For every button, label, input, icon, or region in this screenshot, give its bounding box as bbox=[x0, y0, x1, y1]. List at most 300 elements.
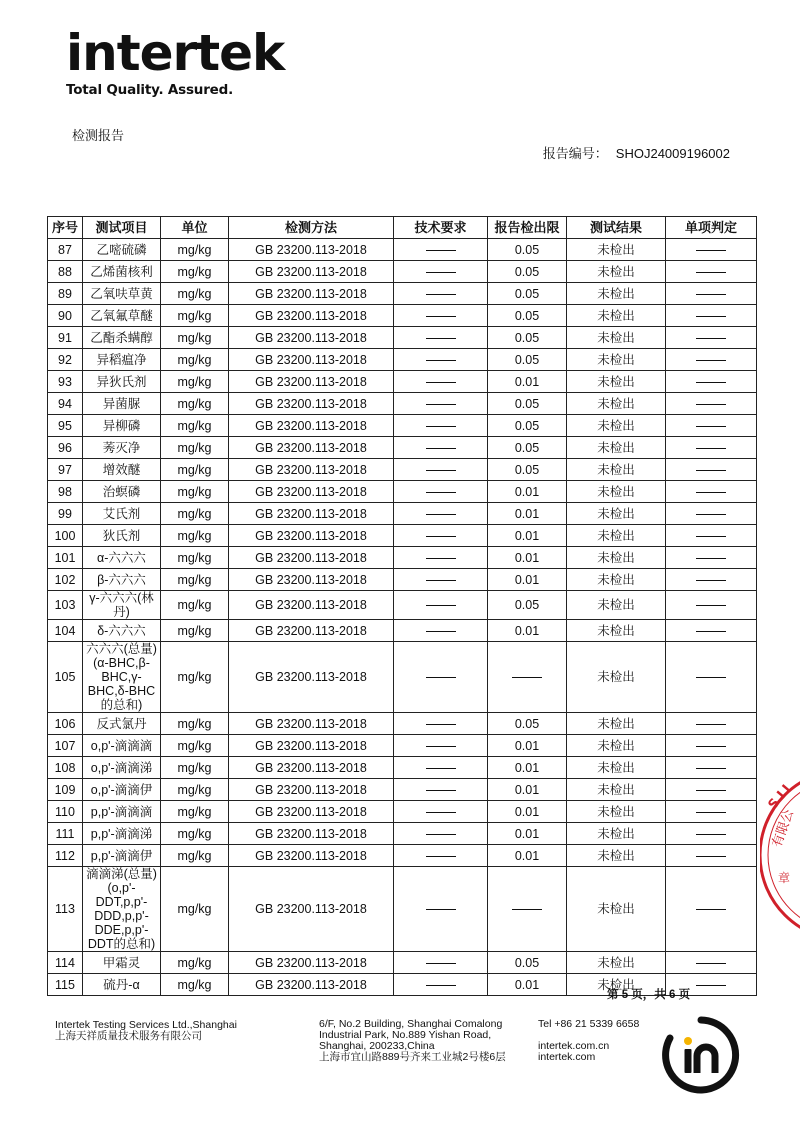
row-no: 96 bbox=[48, 437, 83, 459]
row-no: 107 bbox=[48, 735, 83, 757]
table-row bbox=[48, 867, 757, 952]
svg-text:S LI: S LI bbox=[765, 782, 795, 813]
row-judgement bbox=[666, 845, 757, 867]
row-method: GB 23200.113-2018 bbox=[229, 952, 394, 974]
row-judgement bbox=[666, 261, 757, 283]
row-requirement bbox=[394, 642, 488, 713]
table-row bbox=[48, 327, 757, 349]
row-unit: mg/kg bbox=[161, 757, 229, 779]
row-unit: mg/kg bbox=[161, 371, 229, 393]
row-no: 112 bbox=[48, 845, 83, 867]
header-cell-item: 测试项目 bbox=[83, 217, 161, 239]
row-limit: 0.05 bbox=[488, 713, 567, 735]
row-method: GB 23200.113-2018 bbox=[229, 239, 394, 261]
header-cell-no: 序号 bbox=[48, 217, 83, 239]
row-limit: 0.01 bbox=[488, 503, 567, 525]
table-row bbox=[48, 713, 757, 735]
row-limit: 0.01 bbox=[488, 569, 567, 591]
dash-mark bbox=[696, 272, 726, 273]
row-unit: mg/kg bbox=[161, 415, 229, 437]
brand-wordmark: intertek bbox=[66, 24, 285, 82]
row-limit: 0.01 bbox=[488, 845, 567, 867]
dash-mark bbox=[512, 677, 542, 678]
row-requirement bbox=[394, 867, 488, 952]
row-item: p,p'-滴滴伊 bbox=[83, 845, 161, 867]
row-unit: mg/kg bbox=[161, 974, 229, 996]
row-limit: 0.01 bbox=[488, 974, 567, 996]
table-row bbox=[48, 261, 757, 283]
dash-mark bbox=[426, 558, 456, 559]
row-result: 未检出 bbox=[567, 713, 666, 735]
row-requirement bbox=[394, 415, 488, 437]
table-row bbox=[48, 283, 757, 305]
row-requirement bbox=[394, 779, 488, 801]
row-method: GB 23200.113-2018 bbox=[229, 415, 394, 437]
row-result: 未检出 bbox=[567, 620, 666, 642]
row-judgement bbox=[666, 642, 757, 713]
footer-company bbox=[55, 1020, 237, 1042]
row-no: 90 bbox=[48, 305, 83, 327]
dash-mark bbox=[426, 316, 456, 317]
intertek-in-logo-icon bbox=[662, 1016, 740, 1099]
row-result: 未检出 bbox=[567, 591, 666, 620]
row-requirement bbox=[394, 481, 488, 503]
row-limit: 0.01 bbox=[488, 735, 567, 757]
row-limit: 0.05 bbox=[488, 327, 567, 349]
row-item: β-六六六 bbox=[83, 569, 161, 591]
row-limit: 0.05 bbox=[488, 415, 567, 437]
row-judgement bbox=[666, 591, 757, 620]
row-judgement bbox=[666, 349, 757, 371]
row-no: 101 bbox=[48, 547, 83, 569]
dash-mark bbox=[696, 294, 726, 295]
row-method: GB 23200.113-2018 bbox=[229, 823, 394, 845]
row-judgement bbox=[666, 801, 757, 823]
row-limit: 0.01 bbox=[488, 481, 567, 503]
row-limit: 0.05 bbox=[488, 459, 567, 481]
dash-mark bbox=[696, 250, 726, 251]
row-item: 狄氏剂 bbox=[83, 525, 161, 547]
table-row bbox=[48, 239, 757, 261]
dash-mark bbox=[426, 580, 456, 581]
row-limit bbox=[488, 642, 567, 713]
row-judgement bbox=[666, 283, 757, 305]
row-requirement bbox=[394, 952, 488, 974]
dash-mark bbox=[426, 382, 456, 383]
row-requirement bbox=[394, 437, 488, 459]
row-requirement bbox=[394, 371, 488, 393]
dash-mark bbox=[426, 250, 456, 251]
dash-mark bbox=[696, 631, 726, 632]
row-result: 未检出 bbox=[567, 525, 666, 547]
row-result: 未检出 bbox=[567, 757, 666, 779]
row-judgement bbox=[666, 757, 757, 779]
dash-mark bbox=[426, 909, 456, 910]
row-unit: mg/kg bbox=[161, 305, 229, 327]
row-item: 增效醚 bbox=[83, 459, 161, 481]
dash-mark bbox=[696, 985, 726, 986]
row-result: 未检出 bbox=[567, 349, 666, 371]
row-result: 未检出 bbox=[567, 801, 666, 823]
dash-mark bbox=[696, 812, 726, 813]
row-method: GB 23200.113-2018 bbox=[229, 261, 394, 283]
table-row bbox=[48, 503, 757, 525]
table-row bbox=[48, 349, 757, 371]
row-requirement bbox=[394, 327, 488, 349]
row-unit: mg/kg bbox=[161, 261, 229, 283]
row-unit: mg/kg bbox=[161, 327, 229, 349]
row-judgement bbox=[666, 415, 757, 437]
row-unit: mg/kg bbox=[161, 823, 229, 845]
table-row bbox=[48, 757, 757, 779]
table-header-row bbox=[48, 217, 757, 239]
dash-mark bbox=[426, 790, 456, 791]
row-item: 乙嘧硫磷 bbox=[83, 239, 161, 261]
row-item: 异稻瘟净 bbox=[83, 349, 161, 371]
row-method: GB 23200.113-2018 bbox=[229, 801, 394, 823]
dash-mark bbox=[696, 834, 726, 835]
row-unit: mg/kg bbox=[161, 547, 229, 569]
row-method: GB 23200.113-2018 bbox=[229, 620, 394, 642]
row-judgement bbox=[666, 393, 757, 415]
row-requirement bbox=[394, 305, 488, 327]
row-result: 未检出 bbox=[567, 735, 666, 757]
row-limit: 0.01 bbox=[488, 371, 567, 393]
row-no: 92 bbox=[48, 349, 83, 371]
table-row bbox=[48, 437, 757, 459]
row-item: p,p'-滴滴涕 bbox=[83, 823, 161, 845]
row-no: 104 bbox=[48, 620, 83, 642]
row-result: 未检出 bbox=[567, 437, 666, 459]
row-requirement bbox=[394, 591, 488, 620]
row-item: γ-六六六(林丹) bbox=[83, 591, 161, 620]
row-result: 未检出 bbox=[567, 547, 666, 569]
row-unit: mg/kg bbox=[161, 620, 229, 642]
row-item: 硫丹-α bbox=[83, 974, 161, 996]
row-result: 未检出 bbox=[567, 415, 666, 437]
row-no: 109 bbox=[48, 779, 83, 801]
dash-mark bbox=[426, 812, 456, 813]
row-method: GB 23200.113-2018 bbox=[229, 735, 394, 757]
row-no: 88 bbox=[48, 261, 83, 283]
svg-text:有限公: 有限公 bbox=[769, 807, 798, 850]
dash-mark bbox=[426, 631, 456, 632]
table-row bbox=[48, 525, 757, 547]
row-requirement bbox=[394, 503, 488, 525]
footer-company-en: Intertek Testing Services Ltd.,Shanghai bbox=[55, 1019, 237, 1031]
dash-mark bbox=[696, 514, 726, 515]
header-cell-method: 检测方法 bbox=[229, 217, 394, 239]
dash-mark bbox=[696, 426, 726, 427]
intertek-logo bbox=[66, 24, 284, 98]
row-no: 93 bbox=[48, 371, 83, 393]
row-unit: mg/kg bbox=[161, 393, 229, 415]
dash-mark bbox=[696, 963, 726, 964]
dash-mark bbox=[696, 580, 726, 581]
header-cell-requirement: 技术要求 bbox=[394, 217, 488, 239]
dash-mark bbox=[696, 677, 726, 678]
row-unit: mg/kg bbox=[161, 867, 229, 952]
row-judgement bbox=[666, 867, 757, 952]
row-item: α-六六六 bbox=[83, 547, 161, 569]
dash-mark bbox=[426, 404, 456, 405]
row-method: GB 23200.113-2018 bbox=[229, 481, 394, 503]
table-row bbox=[48, 735, 757, 757]
row-unit: mg/kg bbox=[161, 481, 229, 503]
row-method: GB 23200.113-2018 bbox=[229, 525, 394, 547]
row-item: 乙氧氟草醚 bbox=[83, 305, 161, 327]
row-method: GB 23200.113-2018 bbox=[229, 371, 394, 393]
row-judgement bbox=[666, 569, 757, 591]
footer-address-line2: Industrial Park, No.889 Yishan Road, bbox=[319, 1029, 492, 1041]
row-judgement bbox=[666, 239, 757, 261]
row-unit: mg/kg bbox=[161, 591, 229, 620]
row-result: 未检出 bbox=[567, 569, 666, 591]
dash-mark bbox=[696, 909, 726, 910]
footer-contact bbox=[538, 1019, 639, 1063]
row-item: δ-六六六 bbox=[83, 620, 161, 642]
row-method: GB 23200.113-2018 bbox=[229, 867, 394, 952]
row-unit: mg/kg bbox=[161, 952, 229, 974]
row-no: 111 bbox=[48, 823, 83, 845]
dash-mark bbox=[426, 514, 456, 515]
row-unit: mg/kg bbox=[161, 713, 229, 735]
row-no: 100 bbox=[48, 525, 83, 547]
row-result: 未检出 bbox=[567, 481, 666, 503]
row-requirement bbox=[394, 620, 488, 642]
row-item: p,p'-滴滴滴 bbox=[83, 801, 161, 823]
row-limit: 0.05 bbox=[488, 591, 567, 620]
row-judgement bbox=[666, 437, 757, 459]
row-result: 未检出 bbox=[567, 845, 666, 867]
header-cell-judgement: 单项判定 bbox=[666, 217, 757, 239]
row-item: 反式氯丹 bbox=[83, 713, 161, 735]
row-limit: 0.05 bbox=[488, 393, 567, 415]
row-method: GB 23200.113-2018 bbox=[229, 547, 394, 569]
row-requirement bbox=[394, 349, 488, 371]
row-no: 99 bbox=[48, 503, 83, 525]
row-method: GB 23200.113-2018 bbox=[229, 845, 394, 867]
row-result: 未检出 bbox=[567, 393, 666, 415]
row-judgement bbox=[666, 305, 757, 327]
row-result: 未检出 bbox=[567, 974, 666, 996]
dash-mark bbox=[696, 536, 726, 537]
row-no: 102 bbox=[48, 569, 83, 591]
row-item: 异柳磷 bbox=[83, 415, 161, 437]
row-item: 乙氧呋草黄 bbox=[83, 283, 161, 305]
row-result: 未检出 bbox=[567, 642, 666, 713]
row-method: GB 23200.113-2018 bbox=[229, 459, 394, 481]
table-row bbox=[48, 620, 757, 642]
dash-mark bbox=[696, 360, 726, 361]
row-no: 103 bbox=[48, 591, 83, 620]
row-method: GB 23200.113-2018 bbox=[229, 713, 394, 735]
row-requirement bbox=[394, 569, 488, 591]
footer-tel: Tel +86 21 5339 6658 bbox=[538, 1018, 640, 1030]
row-requirement bbox=[394, 757, 488, 779]
row-no: 106 bbox=[48, 713, 83, 735]
row-item: 艾氏剂 bbox=[83, 503, 161, 525]
row-limit: 0.01 bbox=[488, 525, 567, 547]
footer-address-cn: 上海市宜山路889号齐来工业城2号楼6层 bbox=[319, 1051, 506, 1063]
dash-mark bbox=[426, 985, 456, 986]
row-no: 97 bbox=[48, 459, 83, 481]
row-requirement bbox=[394, 547, 488, 569]
report-number bbox=[543, 143, 730, 162]
dash-mark bbox=[696, 382, 726, 383]
table-row bbox=[48, 779, 757, 801]
row-result: 未检出 bbox=[567, 867, 666, 952]
table-row bbox=[48, 569, 757, 591]
row-requirement bbox=[394, 459, 488, 481]
row-requirement bbox=[394, 735, 488, 757]
dash-mark bbox=[696, 338, 726, 339]
row-no: 105 bbox=[48, 642, 83, 713]
dash-mark bbox=[696, 605, 726, 606]
dash-mark bbox=[512, 909, 542, 910]
dash-mark bbox=[426, 272, 456, 273]
row-requirement bbox=[394, 525, 488, 547]
report-number-label: 报告编号： bbox=[542, 146, 608, 161]
footer-web-cn[interactable]: intertek.com.cn bbox=[538, 1040, 610, 1052]
row-method: GB 23200.113-2018 bbox=[229, 591, 394, 620]
dash-mark bbox=[696, 856, 726, 857]
row-unit: mg/kg bbox=[161, 801, 229, 823]
row-result: 未检出 bbox=[567, 779, 666, 801]
row-requirement bbox=[394, 801, 488, 823]
footer-company-cn: 上海天祥质量技术服务有限公司 bbox=[55, 1030, 202, 1042]
row-judgement bbox=[666, 713, 757, 735]
row-judgement bbox=[666, 481, 757, 503]
dash-mark bbox=[696, 558, 726, 559]
red-company-seal-icon bbox=[760, 770, 800, 945]
row-no: 110 bbox=[48, 801, 83, 823]
row-method: GB 23200.113-2018 bbox=[229, 437, 394, 459]
footer-address bbox=[319, 1019, 506, 1063]
dash-mark bbox=[426, 492, 456, 493]
row-no: 113 bbox=[48, 867, 83, 952]
row-limit: 0.01 bbox=[488, 547, 567, 569]
dash-mark bbox=[426, 470, 456, 471]
table-row bbox=[48, 415, 757, 437]
row-limit: 0.05 bbox=[488, 349, 567, 371]
row-requirement bbox=[394, 239, 488, 261]
row-item: 甲霜灵 bbox=[83, 952, 161, 974]
row-unit: mg/kg bbox=[161, 642, 229, 713]
row-limit: 0.05 bbox=[488, 437, 567, 459]
dash-mark bbox=[426, 536, 456, 537]
dash-mark bbox=[426, 724, 456, 725]
footer-web[interactable]: intertek.com bbox=[538, 1051, 596, 1063]
row-method: GB 23200.113-2018 bbox=[229, 349, 394, 371]
dash-mark bbox=[426, 963, 456, 964]
row-method: GB 23200.113-2018 bbox=[229, 757, 394, 779]
row-result: 未检出 bbox=[567, 503, 666, 525]
footer-address-line1: 6/F, No.2 Building, Shanghai Comalong bbox=[319, 1018, 503, 1030]
row-item: o,p'-滴滴伊 bbox=[83, 779, 161, 801]
dash-mark bbox=[426, 768, 456, 769]
table-row bbox=[48, 823, 757, 845]
svg-text:章: 章 bbox=[778, 871, 791, 885]
dash-mark bbox=[426, 746, 456, 747]
row-judgement bbox=[666, 952, 757, 974]
row-judgement bbox=[666, 547, 757, 569]
document-title: 检测报告 bbox=[72, 128, 125, 143]
table-row bbox=[48, 371, 757, 393]
row-item: 六六六(总量)(α-BHC,β-BHC,γ-BHC,δ-BHC的总和) bbox=[83, 642, 161, 713]
row-result: 未检出 bbox=[567, 371, 666, 393]
report-number-value: SHOJ24009196002 bbox=[615, 146, 730, 161]
row-method: GB 23200.113-2018 bbox=[229, 503, 394, 525]
page-indicator: 第 5 页，共 6 页 bbox=[607, 989, 691, 1001]
table-row bbox=[48, 845, 757, 867]
row-result: 未检出 bbox=[567, 823, 666, 845]
row-limit: 0.01 bbox=[488, 823, 567, 845]
row-requirement bbox=[394, 823, 488, 845]
row-limit: 0.05 bbox=[488, 261, 567, 283]
row-no: 91 bbox=[48, 327, 83, 349]
dash-mark bbox=[426, 338, 456, 339]
dash-mark bbox=[696, 448, 726, 449]
row-unit: mg/kg bbox=[161, 437, 229, 459]
row-judgement bbox=[666, 503, 757, 525]
row-item: 治螟磷 bbox=[83, 481, 161, 503]
table-row bbox=[48, 393, 757, 415]
row-unit: mg/kg bbox=[161, 569, 229, 591]
row-unit: mg/kg bbox=[161, 459, 229, 481]
row-method: GB 23200.113-2018 bbox=[229, 283, 394, 305]
row-no: 87 bbox=[48, 239, 83, 261]
table-row bbox=[48, 801, 757, 823]
row-limit: 0.01 bbox=[488, 779, 567, 801]
row-no: 95 bbox=[48, 415, 83, 437]
row-no: 115 bbox=[48, 974, 83, 996]
row-item: o,p'-滴滴滴 bbox=[83, 735, 161, 757]
dash-mark bbox=[426, 677, 456, 678]
row-judgement bbox=[666, 779, 757, 801]
table-row bbox=[48, 481, 757, 503]
row-requirement bbox=[394, 393, 488, 415]
table-row bbox=[48, 547, 757, 569]
row-limit: 0.01 bbox=[488, 801, 567, 823]
row-no: 89 bbox=[48, 283, 83, 305]
dash-mark bbox=[696, 724, 726, 725]
results-table bbox=[47, 216, 757, 996]
dash-mark bbox=[696, 470, 726, 471]
row-method: GB 23200.113-2018 bbox=[229, 779, 394, 801]
row-requirement bbox=[394, 713, 488, 735]
row-limit: 0.05 bbox=[488, 283, 567, 305]
row-requirement bbox=[394, 974, 488, 996]
table-row bbox=[48, 952, 757, 974]
row-item: o,p'-滴滴涕 bbox=[83, 757, 161, 779]
dash-mark bbox=[426, 856, 456, 857]
row-no: 114 bbox=[48, 952, 83, 974]
row-limit: 0.05 bbox=[488, 305, 567, 327]
row-method: GB 23200.113-2018 bbox=[229, 393, 394, 415]
row-result: 未检出 bbox=[567, 239, 666, 261]
header-cell-limit: 报告检出限 bbox=[488, 217, 567, 239]
table-row bbox=[48, 305, 757, 327]
row-result: 未检出 bbox=[567, 952, 666, 974]
row-method: GB 23200.113-2018 bbox=[229, 569, 394, 591]
row-unit: mg/kg bbox=[161, 283, 229, 305]
row-limit: 0.01 bbox=[488, 757, 567, 779]
row-unit: mg/kg bbox=[161, 525, 229, 547]
row-method: GB 23200.113-2018 bbox=[229, 305, 394, 327]
row-unit: mg/kg bbox=[161, 735, 229, 757]
dash-mark bbox=[696, 768, 726, 769]
